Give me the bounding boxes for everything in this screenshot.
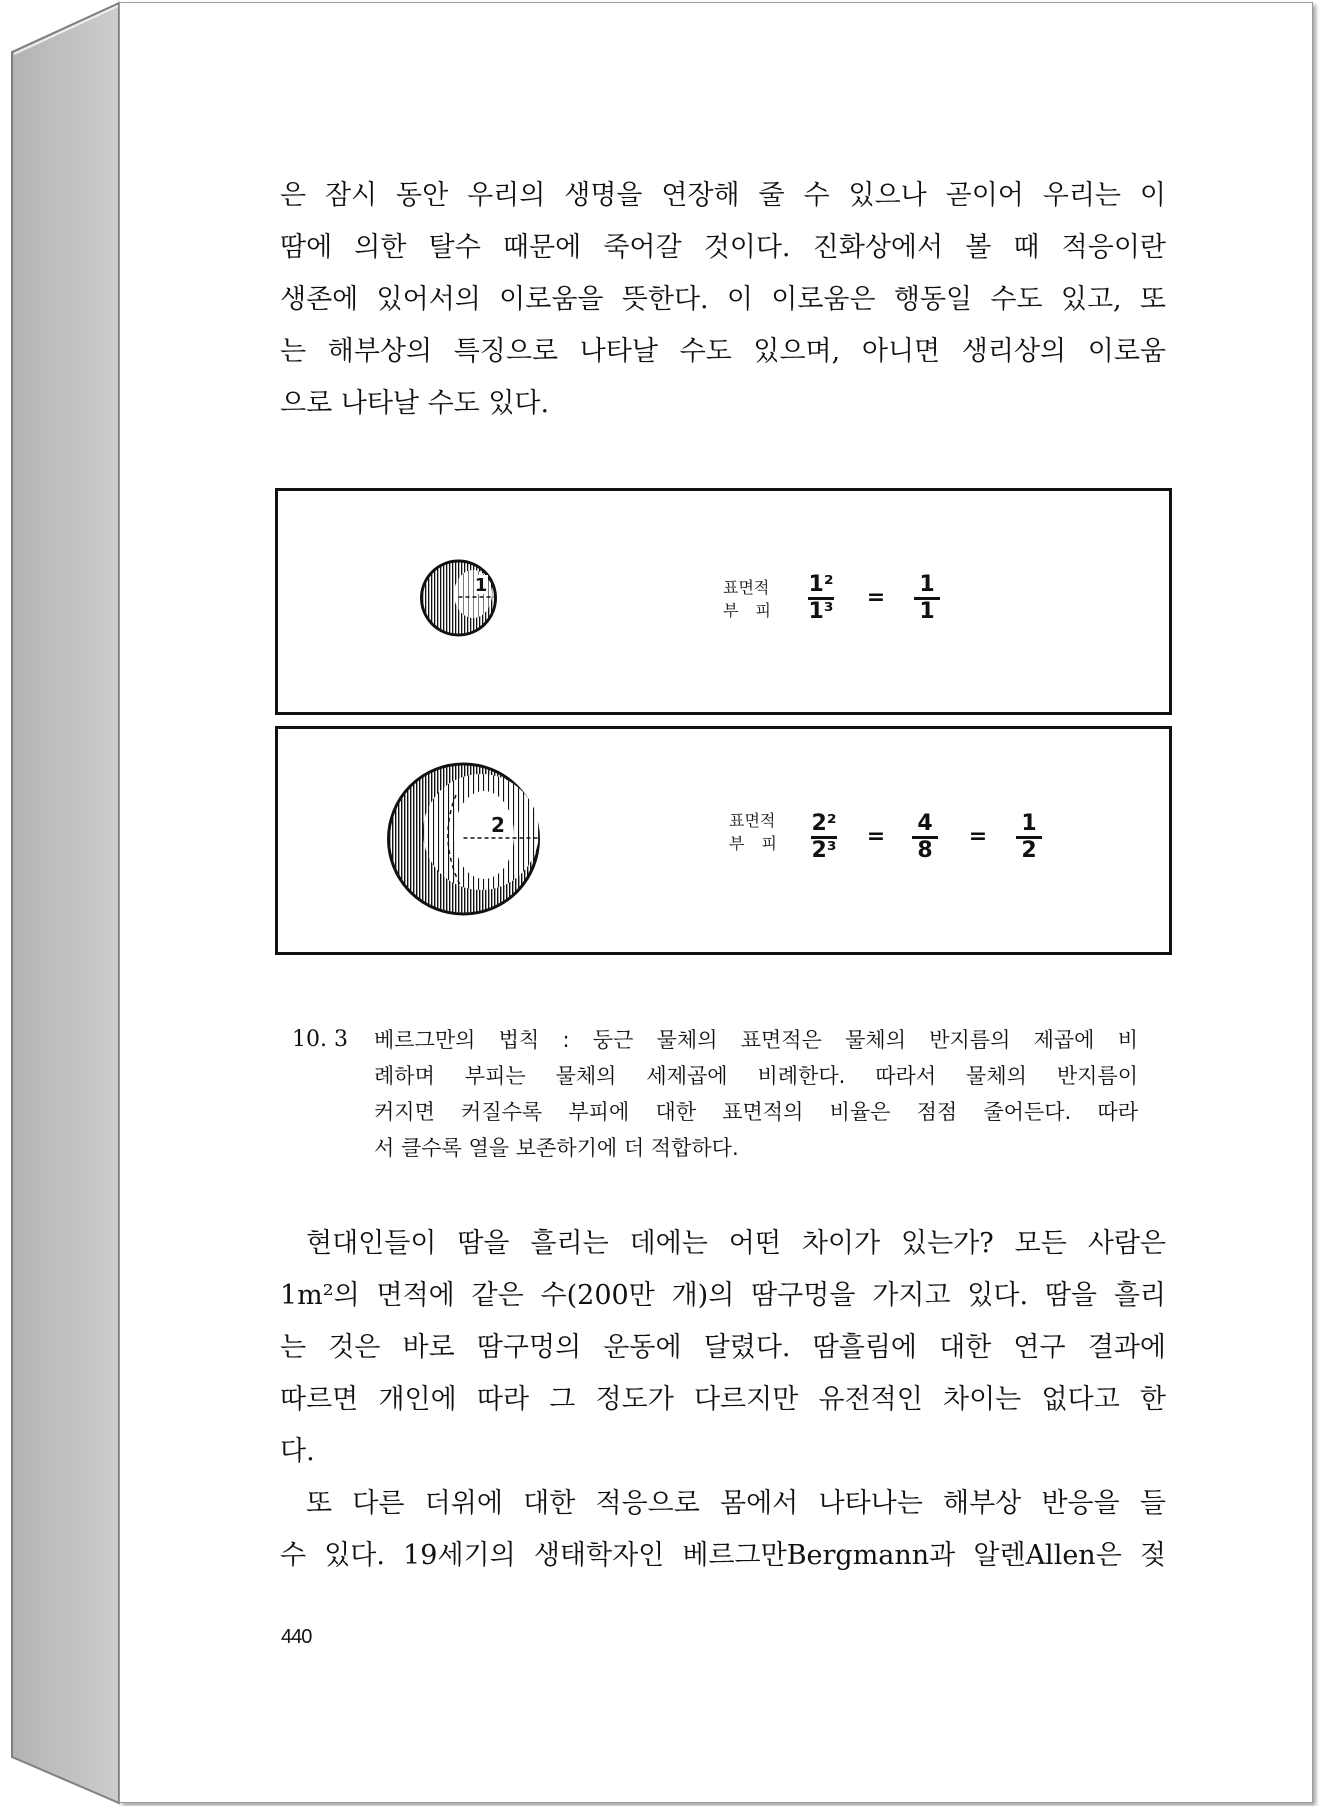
fraction-numerator: 1 (919, 572, 935, 597)
fraction-denominator: 1³ (808, 599, 834, 624)
volume-label: 부 피 (729, 834, 777, 853)
fraction-denominator: 2³ (811, 838, 837, 863)
fraction-surface-over-volume (804, 573, 838, 624)
caption-line: 베르그만의 법칙 : 둥근 물체의 표면적은 물체의 반지름의 제곱에 비 (374, 1028, 1138, 1052)
body-text-line: 따르면 개인에 따라 그 정도가 다르지만 유전적인 차이는 없다고 한 (280, 1384, 1166, 1415)
figure-panel-large-sphere (275, 726, 1172, 955)
surface-area-label: 표면적 (729, 811, 776, 830)
paragraph-1 (280, 170, 1166, 430)
book-spine (0, 0, 122, 1806)
radius-label: 1 (474, 575, 488, 596)
fraction-numerator: 1² (808, 572, 834, 597)
body-text-line: 생존에 있어서의 이로움을 뜻한다. 이 이로움은 행동일 수도 있고, 또 (280, 284, 1166, 315)
fraction-intermediate (908, 812, 942, 863)
equals-sign: = (968, 824, 988, 849)
body-text-line: 는 해부상의 특징으로 나타날 수도 있으며, 아니면 생리상의 이로움 (280, 336, 1166, 367)
fraction-numerator: 1 (1021, 811, 1037, 836)
figure-panel-small-sphere (275, 488, 1172, 715)
surface-area-label: 표면적 (723, 578, 770, 597)
volume-label: 부 피 (723, 601, 771, 620)
fraction-denominator: 8 (917, 838, 933, 863)
fraction-ratio (910, 573, 944, 624)
body-text-line: 땀에 의한 탈수 때문에 죽어갈 것이다. 진화상에서 볼 때 적응이란 (280, 232, 1166, 263)
body-text-line: 는 것은 바로 땀구멍의 운동에 달렸다. 땀흘림에 대한 연구 결과에 (280, 1332, 1166, 1363)
fraction-ratio (1012, 812, 1046, 863)
spine-face (12, 3, 119, 1803)
sphere-highlight (454, 791, 514, 879)
equals-sign: = (866, 585, 886, 610)
paragraph-3 (280, 1478, 1166, 1582)
fraction-denominator: 2 (1021, 838, 1037, 863)
figure-caption (374, 1022, 1138, 1166)
fraction-denominator: 1 (919, 599, 935, 624)
radius-label: 2 (491, 813, 505, 837)
body-text-line: 1m²의 면적에 같은 수(200만 개)의 땀구멍을 가지고 있다. 땀을 흘리 (280, 1280, 1166, 1311)
caption-line: 커지면 커질수록 부피에 대한 표면적의 비율은 점점 줄어든다. 따라 (374, 1100, 1138, 1124)
body-text-line: 또 다른 더위에 대한 적응으로 몸에서 나타나는 해부상 반응을 들 (306, 1488, 1166, 1519)
formula-label (723, 576, 771, 622)
page-number: 440 (281, 1626, 312, 1648)
fraction-numerator: 4 (917, 811, 933, 836)
body-text-line: 수 있다. 19세기의 생태학자인 베르그만Bergmann과 알렌Allen은 젖 (280, 1540, 1166, 1571)
figure-number: 10. 3 (292, 1027, 348, 1052)
equals-sign: = (866, 824, 886, 849)
paragraph-2 (280, 1218, 1166, 1478)
body-text-line: 은 잠시 동안 우리의 생명을 연장해 줄 수 있으나 곧이어 우리는 이 (280, 180, 1166, 211)
caption-line: 례하며 부피는 물체의 세제곱에 비례한다. 따라서 물체의 반지름이 (374, 1064, 1138, 1088)
body-text-line: 현대인들이 땀을 흘리는 데에는 어떤 차이가 있는가? 모든 사람은 (306, 1228, 1166, 1259)
body-text-line: 으로 나타날 수도 있다. (280, 388, 550, 419)
body-text-line: 다. (280, 1436, 315, 1467)
formula-label (729, 809, 777, 855)
caption-line: 서 클수록 열을 보존하기에 더 적합하다. (374, 1136, 739, 1160)
fraction-numerator: 2² (811, 811, 837, 836)
fraction-surface-over-volume (807, 812, 841, 863)
